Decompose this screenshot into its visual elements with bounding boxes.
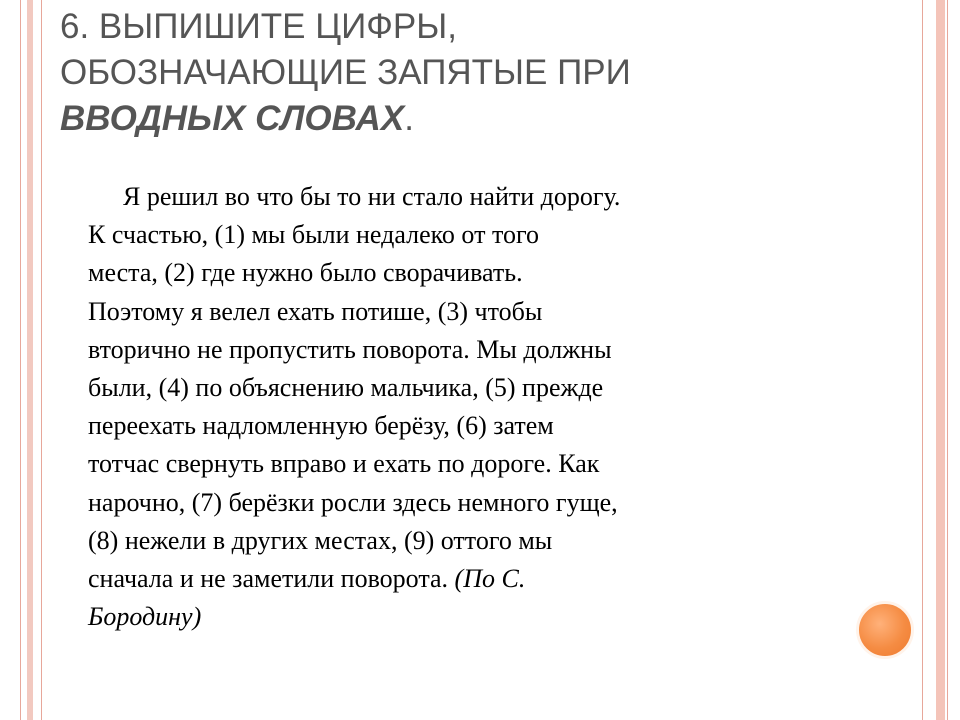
title-emphasis: ВВОДНЫХ СЛОВАХ [60, 99, 405, 138]
left-border-stripe [27, 0, 33, 720]
text-line: нарочно, (7) берёзки росли здесь немного гуще, [88, 487, 618, 517]
text-line: тотчас свернуть вправо и ехать по дороге. Как [88, 449, 600, 479]
title-end: . [404, 99, 414, 138]
right-border-line [922, 0, 923, 720]
right-border-line [947, 0, 948, 720]
text-line: (8) нежели в других местах, (9) оттого мы [88, 525, 553, 555]
text-line: переехать надломленную берёзу, (6) затем [88, 411, 554, 441]
exercise-text [88, 178, 848, 636]
title-line-2: ОБОЗНАЧАЮЩИЕ ЗАПЯТЫЕ ПРИ [60, 53, 631, 92]
right-border-stripe [936, 0, 945, 720]
text-line: Я решил во что бы то ни стало найти дорогу. [123, 182, 621, 211]
text-line: вторично не пропустить поворота. Мы должны [88, 334, 612, 364]
title-line-1: 6. ВЫПИШИТЕ ЦИФРЫ, [60, 7, 457, 46]
text-line: К счастью, (1) мы были недалеко от того [88, 220, 539, 250]
text-line: были, (4) по объяснению мальчика, (5) прежде [88, 373, 604, 403]
text-last-line: сначала и не заметили поворота. [88, 564, 455, 594]
slide-title [60, 4, 900, 142]
text-line: Поэтому я велел ехать потише, (3) чтобы [88, 296, 543, 326]
orange-circle-decoration [856, 601, 914, 659]
source-attribution-cont: Бородину) [88, 602, 202, 632]
source-attribution: (По С. [454, 564, 526, 594]
text-line [88, 560, 848, 598]
text-line: места, (2) где нужно было сворачивать. [88, 258, 523, 288]
